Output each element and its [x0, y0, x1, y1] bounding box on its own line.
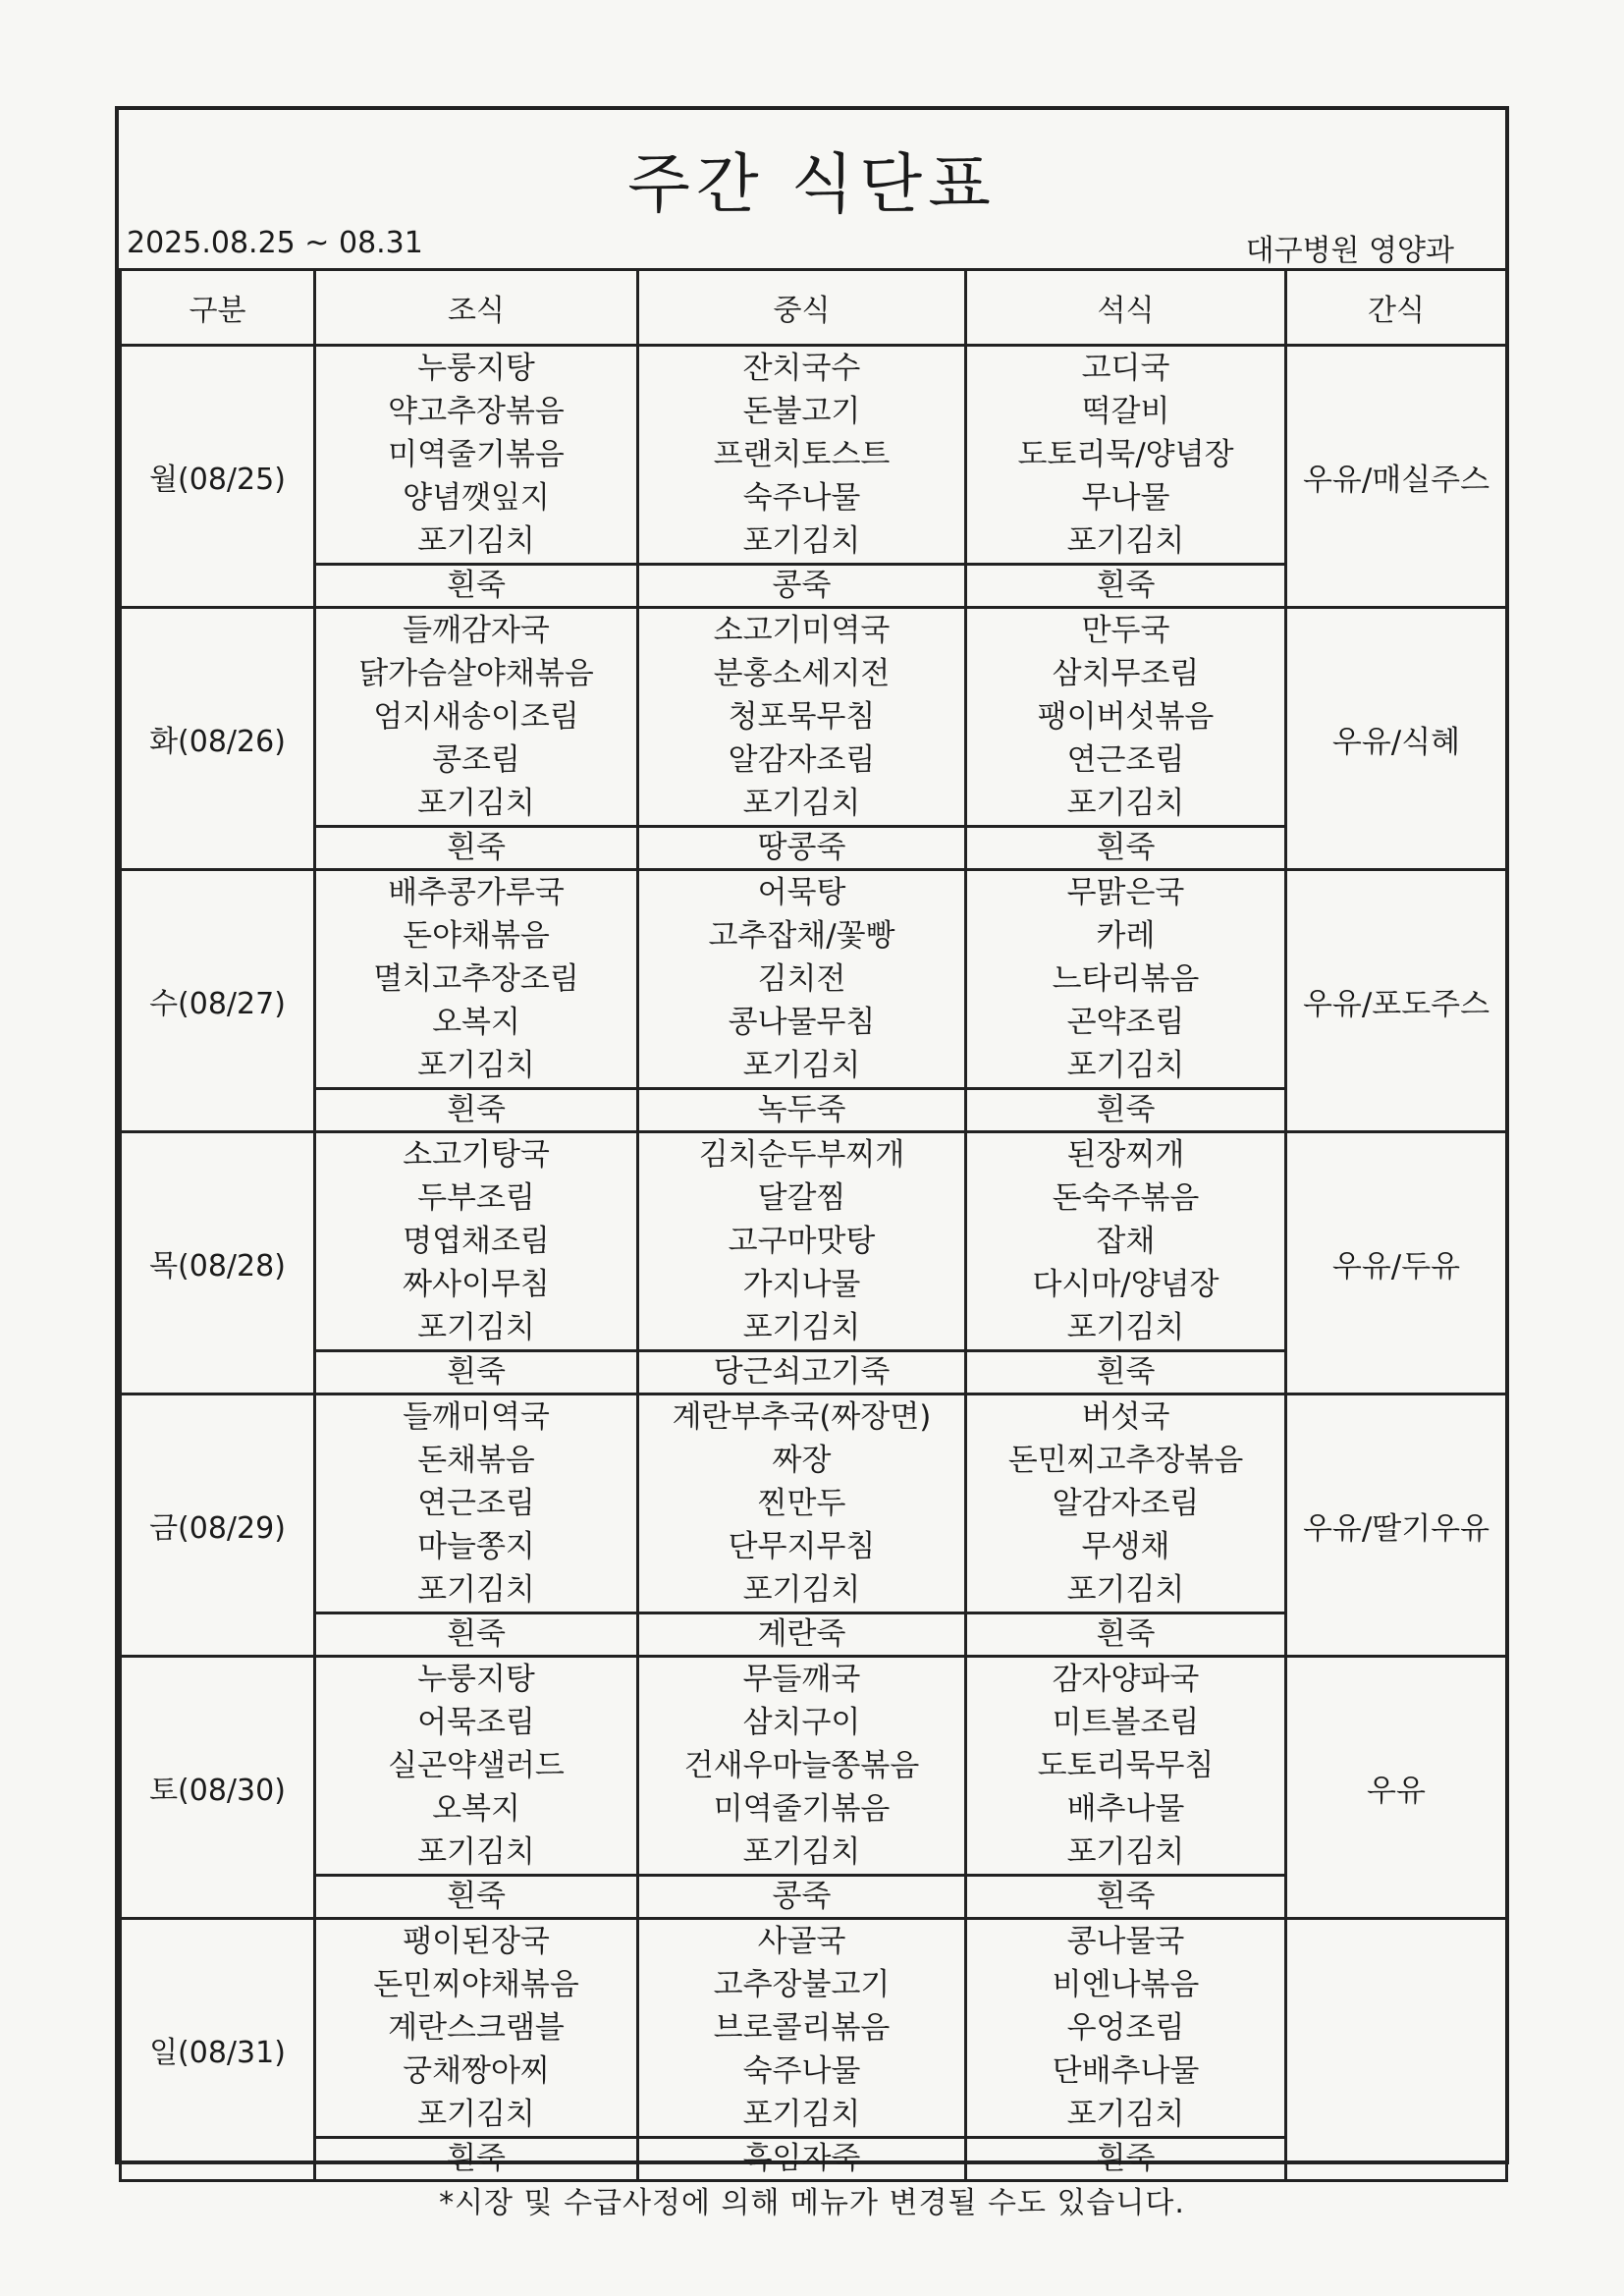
day-label: 목(08/28) [121, 1132, 315, 1394]
day-label: 토(08/30) [121, 1657, 315, 1919]
breakfast-menu [315, 1394, 638, 1613]
breakfast-menu [315, 608, 638, 827]
breakfast-porridge: 흰죽 [315, 1613, 638, 1657]
menu-item: 계란부추국(짜장면) [672, 1399, 932, 1435]
dinner-porridge: 흰죽 [966, 1613, 1286, 1657]
menu-item: 달갈찜 [757, 1180, 846, 1216]
day-label: 금(08/29) [121, 1394, 315, 1657]
breakfast-menu [315, 1919, 638, 2138]
menu-item: 돈불고기 [742, 394, 861, 429]
menu-item: 양념깻잎지 [403, 480, 550, 516]
menu-item: 청포묵무침 [728, 699, 876, 735]
menu-item: 브로콜리볶음 [713, 2010, 891, 2046]
menu-item: 누룽지탕 [417, 1662, 535, 1697]
snack-menu: 우유 [1286, 1657, 1507, 1919]
page-title: 주간 식단표 [627, 146, 997, 222]
menu-item: 찐만두 [757, 1486, 846, 1521]
dinner-porridge: 흰죽 [966, 565, 1286, 608]
menu-item: 단배추나물 [1052, 2053, 1200, 2089]
dinner-porridge: 흰죽 [966, 1876, 1286, 1919]
breakfast-porridge: 흰죽 [315, 1089, 638, 1132]
menu-item: 비엔나볶음 [1052, 1967, 1200, 2002]
menu-item: 건새우마늘쫑볶음 [683, 1748, 920, 1783]
menu-item: 계란스크램블 [388, 2010, 565, 2046]
menu-item: 포기김치 [417, 2097, 535, 2132]
menu-item: 오복지 [432, 1791, 520, 1827]
department: 대구병원 영양과 [1245, 234, 1454, 268]
menu-item: 포기김치 [417, 786, 535, 821]
menu-item: 만두국 [1081, 613, 1170, 648]
dinner-menu [966, 870, 1286, 1089]
menu-item: 가지나물 [742, 1267, 861, 1302]
snack-menu: 우유/포도주스 [1286, 870, 1507, 1132]
menu-item: 마늘쫑지 [417, 1529, 535, 1564]
menu-item: 무생채 [1081, 1529, 1170, 1564]
menu-item: 짜장 [772, 1443, 832, 1478]
breakfast-porridge: 흰죽 [315, 827, 638, 870]
lunch-porridge: 콩죽 [638, 1876, 966, 1919]
dinner-porridge: 흰죽 [966, 2138, 1286, 2181]
menu-item: 포기김치 [742, 786, 861, 821]
menu-item: 김치순두부찌개 [698, 1137, 905, 1173]
menu-item: 포기김치 [742, 1310, 861, 1345]
menu-item: 들깨미역국 [403, 1399, 550, 1435]
snack-menu: 우유/딸기우유 [1286, 1394, 1507, 1657]
lunch-menu [638, 1657, 966, 1876]
menu-item: 배추콩가루국 [388, 875, 565, 910]
menu-item: 고디국 [1081, 351, 1170, 386]
menu-item: 삼치무조림 [1052, 656, 1200, 691]
menu-item: 콩나물무침 [728, 1005, 876, 1040]
lunch-porridge: 녹두죽 [638, 1089, 966, 1132]
menu-item: 감자양파국 [1052, 1662, 1200, 1697]
dinner-menu [966, 1657, 1286, 1876]
menu-item: 버섯국 [1081, 1399, 1170, 1435]
menu-item: 고구마맛탕 [728, 1224, 876, 1259]
menu-item: 포기김치 [1066, 2097, 1185, 2132]
menu-item: 연근조림 [417, 1486, 535, 1521]
menu-item: 도토리묵/양념장 [1017, 437, 1234, 472]
lunch-porridge: 당근쇠고기죽 [638, 1351, 966, 1394]
dinner-menu [966, 1394, 1286, 1613]
menu-item: 팽이버섯볶음 [1037, 699, 1215, 735]
dinner-menu [966, 346, 1286, 565]
menu-item: 단무지무침 [728, 1529, 876, 1564]
lunch-porridge: 흑임자죽 [638, 2138, 966, 2181]
menu-item: 사골국 [757, 1924, 846, 1959]
menu-item: 떡갈비 [1081, 394, 1170, 429]
breakfast-menu [315, 870, 638, 1089]
day-row [121, 870, 1507, 1089]
menu-item: 우엉조림 [1066, 2010, 1185, 2046]
menu-item: 두부조림 [417, 1180, 535, 1216]
menu-item: 미트볼조림 [1052, 1705, 1200, 1740]
dinner-porridge: 흰죽 [966, 827, 1286, 870]
day-label: 수(08/27) [121, 870, 315, 1132]
menu-item: 엄지새송이조림 [373, 699, 579, 735]
lunch-menu [638, 1394, 966, 1613]
menu-item: 숙주나물 [742, 480, 861, 516]
column-header-dinner: 석식 [966, 270, 1286, 346]
menu-item: 고추잡채/꽃빵 [708, 918, 895, 954]
day-row [121, 608, 1507, 827]
breakfast-porridge: 흰죽 [315, 565, 638, 608]
menu-item: 닭가슴살야채볶음 [358, 656, 594, 691]
menu-item: 포기김치 [417, 1572, 535, 1608]
menu-item: 포기김치 [417, 1834, 535, 1870]
menu-body [121, 346, 1507, 2181]
column-header-lunch: 중식 [638, 270, 966, 346]
menu-item: 카레 [1096, 918, 1156, 954]
menu-item: 분홍소세지전 [713, 656, 891, 691]
menu-item: 소고기미역국 [713, 613, 891, 648]
menu-item: 느타리볶음 [1052, 961, 1200, 997]
lunch-menu [638, 346, 966, 565]
menu-item: 포기김치 [417, 1310, 535, 1345]
menu-item: 명엽채조림 [403, 1224, 550, 1259]
menu-item: 김치전 [757, 961, 846, 997]
menu-item: 포기김치 [1066, 1834, 1185, 1870]
menu-item: 짜사이무침 [403, 1267, 550, 1302]
menu-item: 포기김치 [1066, 786, 1185, 821]
lunch-porridge: 콩죽 [638, 565, 966, 608]
menu-item: 들깨감자국 [403, 613, 550, 648]
dinner-porridge: 흰죽 [966, 1089, 1286, 1132]
menu-item: 무나물 [1081, 480, 1170, 516]
menu-item: 콩조림 [432, 742, 520, 778]
menu-item: 어묵조림 [417, 1705, 535, 1740]
menu-item: 멸치고추장조림 [373, 961, 579, 997]
menu-item: 곤약조림 [1066, 1005, 1185, 1040]
day-row [121, 1919, 1507, 2138]
menu-item: 다시마/양념장 [1032, 1267, 1219, 1302]
day-label: 일(08/31) [121, 1919, 315, 2181]
breakfast-porridge: 흰죽 [315, 1351, 638, 1394]
dinner-menu [966, 608, 1286, 827]
snack-menu [1286, 1919, 1507, 2181]
lunch-menu [638, 1132, 966, 1351]
menu-item: 숙주나물 [742, 2053, 861, 2089]
breakfast-porridge: 흰죽 [315, 2138, 638, 2181]
column-header-category: 구분 [121, 270, 315, 346]
menu-item: 배추나물 [1066, 1791, 1185, 1827]
menu-item: 미역줄기볶음 [388, 437, 565, 472]
date-range: 2025.08.25 ~ 08.31 [127, 226, 423, 260]
menu-item: 팽이된장국 [403, 1924, 550, 1959]
menu-item: 포기김치 [417, 1048, 535, 1083]
snack-menu: 우유/식혜 [1286, 608, 1507, 870]
dinner-menu [966, 1919, 1286, 2138]
menu-item: 오복지 [432, 1005, 520, 1040]
breakfast-menu [315, 1657, 638, 1876]
dinner-porridge: 흰죽 [966, 1351, 1286, 1394]
menu-item: 포기김치 [1066, 1310, 1185, 1345]
menu-frame [115, 106, 1509, 2176]
menu-item: 포기김치 [742, 2097, 861, 2132]
day-row [121, 1132, 1507, 1351]
day-row [121, 1657, 1507, 1876]
menu-item: 콩나물국 [1066, 1924, 1185, 1959]
menu-item: 잔치국수 [742, 351, 861, 386]
breakfast-menu [315, 346, 638, 565]
menu-item: 포기김치 [742, 523, 861, 559]
menu-item: 약고추장볶음 [388, 394, 565, 429]
menu-item: 알감자조림 [1052, 1486, 1200, 1521]
breakfast-menu [315, 1132, 638, 1351]
menu-item: 돈숙주볶음 [1052, 1180, 1200, 1216]
menu-item: 무맑은국 [1066, 875, 1185, 910]
menu-item: 포기김치 [742, 1048, 861, 1083]
menu-item: 미역줄기볶음 [713, 1791, 891, 1827]
menu-item: 소고기탕국 [403, 1137, 550, 1173]
menu-item: 돈채볶음 [417, 1443, 535, 1478]
menu-item: 포기김치 [1066, 1572, 1185, 1608]
lunch-menu [638, 608, 966, 827]
menu-item: 포기김치 [1066, 523, 1185, 559]
footnote: *시장 및 수급사정에 의해 메뉴가 변경될 수도 있습니다. [439, 2186, 1185, 2220]
menu-item: 포기김치 [742, 1834, 861, 1870]
menu-item: 잡채 [1096, 1224, 1156, 1259]
day-label: 월(08/25) [121, 346, 315, 608]
menu-item: 포기김치 [417, 523, 535, 559]
menu-item: 삼치구이 [742, 1705, 861, 1740]
menu-item: 실곤약샐러드 [388, 1748, 565, 1783]
menu-item: 도토리묵무침 [1037, 1748, 1215, 1783]
lunch-menu [638, 870, 966, 1089]
day-label: 화(08/26) [121, 608, 315, 870]
dinner-menu [966, 1132, 1286, 1351]
column-header-breakfast: 조식 [315, 270, 638, 346]
menu-item: 돈야채볶음 [403, 918, 550, 954]
menu-item: 어묵탕 [757, 875, 846, 910]
snack-menu: 우유/매실주스 [1286, 346, 1507, 608]
lunch-porridge: 땅콩죽 [638, 827, 966, 870]
lunch-porridge: 계란죽 [638, 1613, 966, 1657]
weekly-menu-table [119, 268, 1508, 2182]
menu-item: 고추장불고기 [713, 1967, 891, 2002]
menu-item: 무들깨국 [742, 1662, 861, 1697]
menu-item: 프랜치토스트 [713, 437, 891, 472]
table-header-row [121, 270, 1507, 346]
lunch-menu [638, 1919, 966, 2138]
column-header-snack: 간식 [1286, 270, 1507, 346]
menu-item: 알감자조림 [728, 742, 876, 778]
menu-item: 포기김치 [742, 1572, 861, 1608]
snack-menu: 우유/두유 [1286, 1132, 1507, 1394]
menu-item: 궁채짱아찌 [403, 2053, 550, 2089]
menu-item: 누룽지탕 [417, 351, 535, 386]
menu-item: 연근조림 [1066, 742, 1185, 778]
day-row [121, 1394, 1507, 1613]
menu-item: 포기김치 [1066, 1048, 1185, 1083]
menu-item: 돈민찌고추장볶음 [1007, 1443, 1244, 1478]
day-row [121, 346, 1507, 565]
breakfast-porridge: 흰죽 [315, 1876, 638, 1919]
menu-item: 돈민찌야채볶음 [373, 1967, 579, 2002]
menu-item: 된장찌개 [1066, 1137, 1185, 1173]
